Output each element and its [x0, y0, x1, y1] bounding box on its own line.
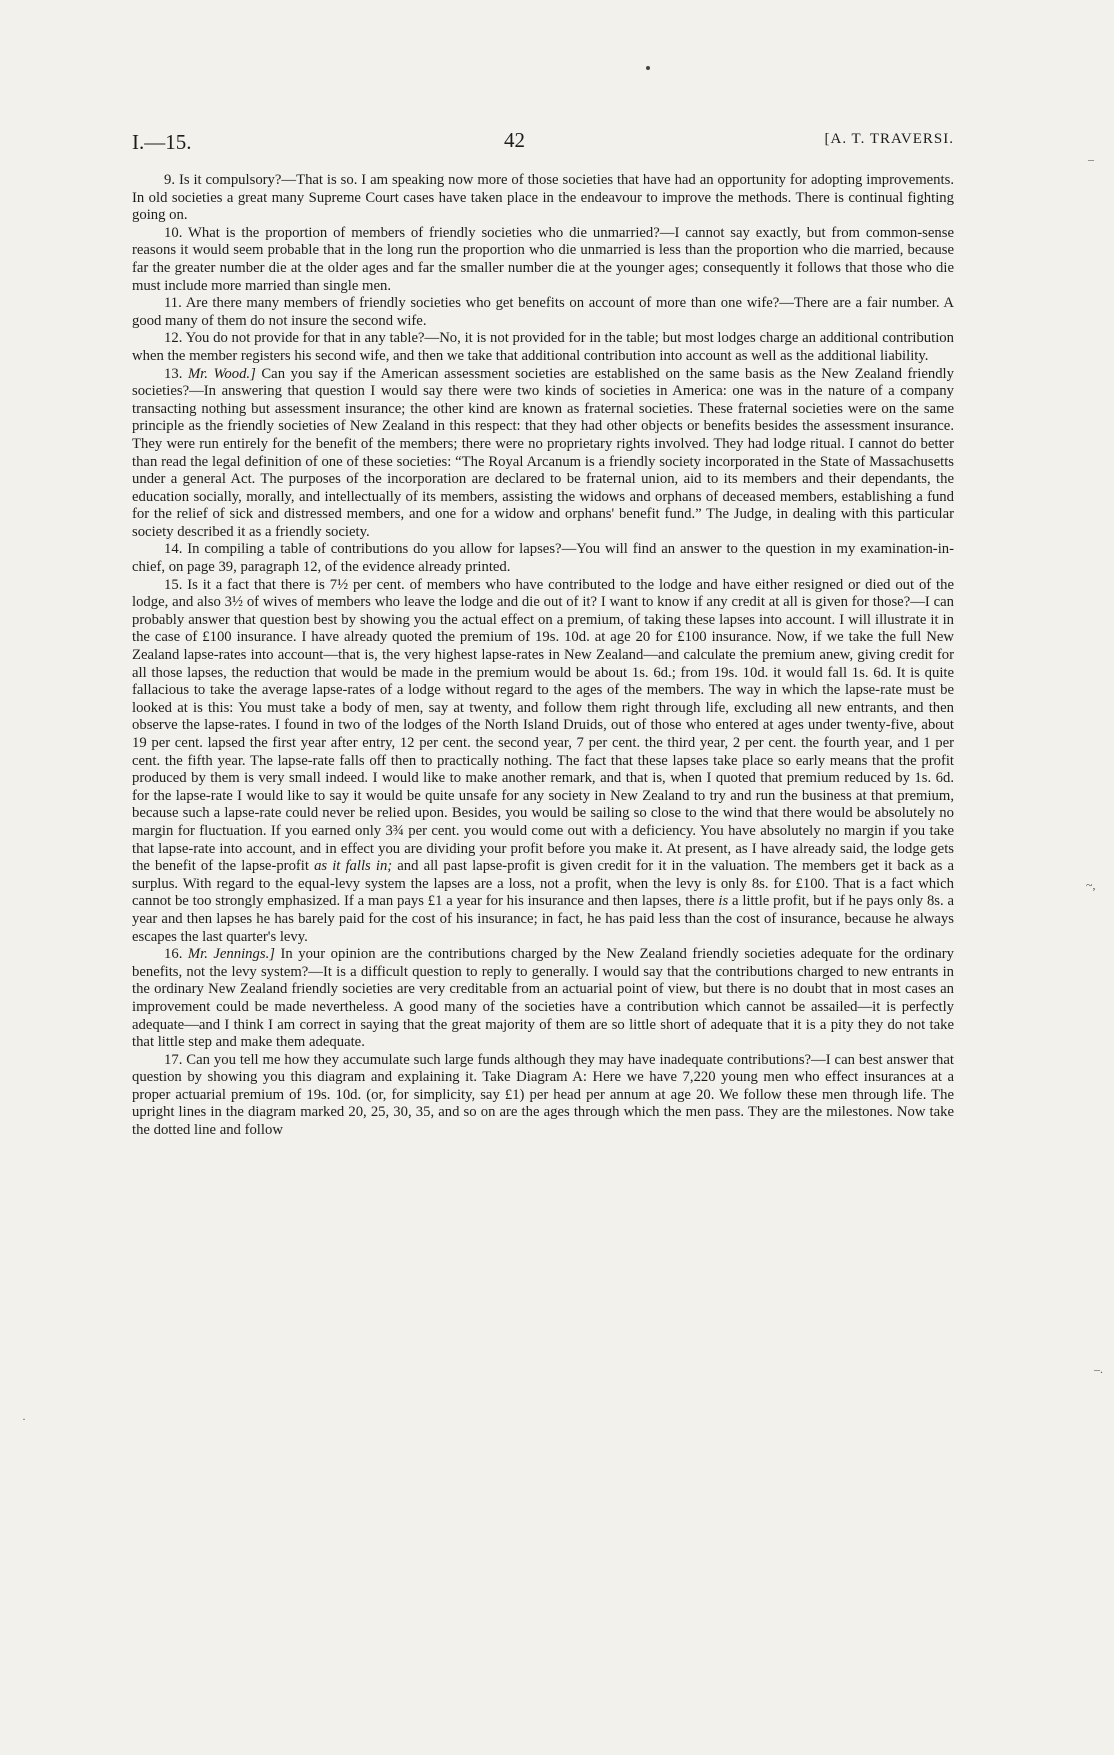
document-page — [132, 126, 954, 1140]
paragraph-number: 9. — [164, 172, 176, 188]
paragraph-text: In compiling a table of contributions do you allow for lapses?—You will find an answer to the question in my examination-in-chief, on page 39, paragraph 12, of the evidence already printed. — [132, 541, 955, 576]
paragraph-number: 17. — [164, 1051, 183, 1068]
paragraph-text: What is the proportion of members of friendly societies who die unmarried?—I cannot say exactly, but from common-sense reasons it would seem probable that in the long run the proportion who die unmarried is less than the proportion who die married, because far the greater number die at the older ages and far the smaller number die at the younger ages; consequently it follows that those who die must include more married than single men. — [132, 224, 954, 294]
paragraph-text: Is it a fact that there is 7½ per cent. of members who have contributed to the lodge and have either resigned or died out of the lodge, and also 3½ of wives of members who leave the lodge and die out of it? I want to know if any credit at all is given for those?—I can probably answer that question best by showing you the actual effect on a premium, of taking these lapses into account. I will illustrate it in the case of £100 insurance. I have already quoted the premium of 19s. 10d. at age 20 for £100 insurance. Now, if we take the full New Zealand lapse-rates into account—that is, the very highest lapse-rates in New Zealand—and calculate the premium anew, giving credit for all those lapses, the reduction that would be made in the premium would be about 1s. 6d.; from 19s. 10d. it would fall 1s. 6d. It is quite fallacious to take the average lapse-rates of a lodge without regard to the ages of the members. The way in which the lapse-rate must be looked at is this: You must take a body of men, say at twenty, and follow them right through life, excluding all new entrants, and then observe the lapse-rates. I found in two of the lodges of the North Island Druids, out of those who entered at ages under twenty-five, about 19 per cent. lapsed the first year after entry, 12 per cent. the second year, 7 per cent. the third year, 2 per cent. the fourth year, and 1 per cent. the fifth year. The lapse-rate falls off then to practically nothing. The fact that these lapses take place so early means that the profit produced by them is very small indeed. I would like to make another remark, and that is, when I quoted that premium reduced by 1s. 6d. for the lapse-rate I would like to say it would be quite unsafe for any society in New Zealand to try and run the business at that premium, because such a lapse-rate could never be relied upon. Besides, you would be sailing so close to the wind that there would be absolutely no margin for fluctuation. If you earned only 3¾ per cent. you would come out with a deficiency. You have absolutely no margin if you take that lapse-rate into account, and in effect you are dividing your profit before you make it. At present, as I have already said, the lodge gets the benefit of the lapse-profit — [132, 576, 955, 875]
paragraph-15 — [132, 577, 954, 946]
paragraph-text: Is it compulsory?—That is so. I am speaking now more of those societies that have had an opportunity for adopting improvements. In old societies a great many Supreme Court cases have taken place in the endeavour to improve the methods. There is continual fighting going on. — [132, 172, 954, 224]
paragraph-number: 11. — [164, 295, 182, 312]
paragraph-text: You do not provide for that in any table?—No, it is not provided for in the table; but most lodges charge an additional contribution when the member registers his second wife, and then we take that additional contribution into account as well as the additional liability. — [132, 330, 954, 364]
italic-phrase: as it falls in; — [314, 858, 393, 875]
paragraph-16 — [132, 946, 954, 1052]
speaker-name: Mr. Jennings.] — [187, 946, 275, 963]
paragraph-number: 10. — [164, 224, 183, 241]
top-ink-dot — [646, 66, 650, 70]
paragraph-text-continued: and all past lapse-profit is given credit for it in the valuation. The members get it back as a surplus. With regard to the equal-levy system the lapses are a loss, not a profit, when the levy is only 8s. for £100. That is a fact which cannot be too strongly emphasized. If a man pays £1 a year for his insurance and then lapses, there — [132, 858, 954, 910]
margin-mark-right-middle: ~, — [1086, 878, 1096, 892]
margin-mark-left: · — [22, 1412, 26, 1426]
speaker-name: Mr. Wood.] — [187, 365, 256, 382]
paragraph-number: 15. — [164, 576, 183, 593]
paragraph-number: 16. — [164, 946, 183, 963]
paragraph-9 — [132, 172, 954, 225]
page-number: 42 — [504, 128, 525, 152]
page-header — [132, 126, 954, 160]
paragraph-text: In your opinion are the contributions charged by the New Zealand friendly societies adequate for the ordinary benefits, not the levy system?—It is a difficult question to reply to generally. I would say that the contributions charged to new entrants in the ordinary New Zealand friendly societies are very creditable from an actuarial point of view, but there is no doubt that in most cases an improvement could be made nevertheless. A good many of the societies have a contribution which cannot be assailed—it is perfectly adequate—and I think I am correct in saying that the great majority of them are so little short of adequate that it is a pity they do not take that little step and make them adequate. — [132, 946, 955, 1051]
italic-word: is — [718, 893, 729, 910]
witness-name: [A. T. TRAVERSI. — [824, 131, 954, 147]
paragraph-number: 14. — [164, 541, 183, 558]
body-text — [132, 172, 954, 1140]
paragraph-text: Can you say if the American assessment societies are established on the same basis as the New Zealand friendly societies?—In answering that question I would say there were two kinds of societies in America: one was in the nature of a company transacting nothing but assessment insurance; the other kind are known as fraternal societies. These fraternal societies were on the same principle as the friendly societies of New Zealand in this respect: that they had other objects or benefits besides the assessment insurance. They were run entirely for the benefit of the members; there were no proprietary rights involved. They had lodge ritual. I cannot do better than read the legal definition of one of these societies: “The Royal Arcanum is a friendly society incorporated in the State of Massachusetts under a general Act. The purposes of the incorporation are declared to be fraternal union, aid to its members and their dependants, the education socially, morally, and intellectually of its members, assisting the widows and orphans of deceased members, establishing a fund for the relief of sick and distressed members, and one for a widow and orphans' benefit fund.” The Judge, in dealing with this particular society described it as a friendly society. — [132, 365, 954, 540]
paragraph-17 — [132, 1052, 954, 1140]
paragraph-12 — [132, 330, 954, 365]
paragraph-number: 13. — [164, 365, 183, 382]
paragraph-text: Can you tell me how they accumulate such large funds although they may have inadequate contributions?—I can best answer that question by showing you this diagram and explaining it. Take Diagram A: Here we have 7,220 young men who effect insurances at a proper actuarial premium of 19s. 10d. (or, for simplicity, say £1) per head per annum at age 20. We follow these men through life. The upright lines in the diagram marked 20, 25, 30, 35, and so on are the ages through which the men pass. They are the milestones. Now take the dotted line and follow — [132, 1051, 955, 1139]
paragraph-text-end: a little profit, but if he pays only 8s. a year and then lapses he has barely paid for the cost of his insurance; in fact, he has paid less than the cost of insurance, because he always escapes the last quarter's levy. — [132, 893, 955, 945]
margin-mark-right-bottom: –. — [1094, 1362, 1103, 1376]
margin-mark-right-top: – — [1088, 152, 1094, 166]
paragraph-14 — [132, 541, 954, 576]
paragraph-11 — [132, 295, 954, 330]
document-reference: I.—15. — [132, 130, 192, 154]
paragraph-text: Are there many members of friendly societies who get benefits on account of more than one wife?—There are a fair number. A good many of them do not insure the second wife. — [132, 295, 954, 329]
paragraph-number: 12. — [164, 330, 183, 347]
paragraph-10 — [132, 225, 954, 295]
paragraph-13 — [132, 366, 954, 542]
